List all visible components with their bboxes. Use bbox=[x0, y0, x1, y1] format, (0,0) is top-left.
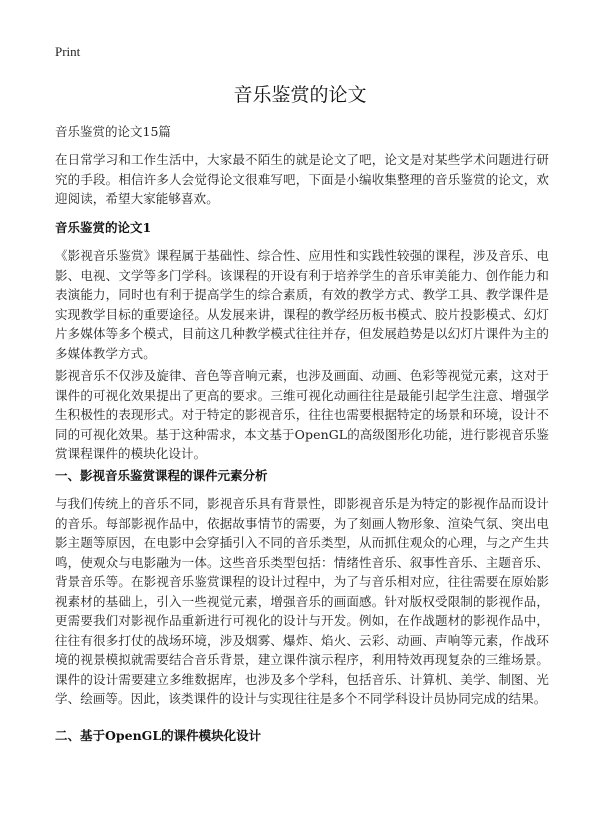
intro-paragraph: 在日常学习和工作生活中，大家最不陌生的就是论文了吧，论文是对某些学术问题进行研究的手段。相信许多人会觉得论文很难写吧，下面是小编收集整理的音乐鉴赏的论文，欢迎阅读，希望大家能够喜欢。 bbox=[55, 152, 549, 206]
section-heading-3: 二、基于OpenGL的课件模块化设计 bbox=[55, 728, 262, 743]
section2-paragraph-1: 与我们传统上的音乐不同，影视音乐具有背景性，即影视音乐是为特定的影视作品而设计的音乐。每部影视作品中，依据故事情节的需要，为了刻画人物形象、渲染气氛、突出电影主题等原因，在电影中会穿插引入不同的音乐类型，从而抓住观众的心理，与之产生共鸣，使观众与电影融为一体。这些音乐类型包括：情绪性音乐、叙事性音乐、主题音乐、背景音乐等。在影视音乐鉴赏课程的设计过程中，为了与音乐相对应，往往需要在原始影视素材的基础上，引入一些视觉元素，增强音乐的画面感。针对版权受限制的影视作品，更需要我们对影视作品重新进行可视化的设计与开发。例如，在作战题材的影视作品中，往往有很多打仗的战场环境，涉及烟雾、爆炸、焰火、云彩、动画、声响等元素，作战环境的视景模拟就需要结合音乐背景，建立课件演示程序，利用特效再现复杂的三维场景。课件的设计需要建立多维数据库，也涉及多个学科，包括音乐、计算机、美学、制图、光学、绘画等。因此，该类课件的设计与实现往往是多个不同学科设计员协同完成的结果。 bbox=[55, 496, 549, 706]
section-heading-2: 一、影视音乐鉴赏课程的课件元素分析 bbox=[55, 468, 268, 483]
section1-paragraph-1: 《影视音乐鉴赏》课程属于基础性、综合性、应用性和实践性较强的课程，涉及音乐、电影、电视、文学等多门学科。该课程的开设有利于培养学生的音乐审美能力、创作能力和表演能力，同时也有利于提高学生的综合素质，有效的教学方式、教学工具、教学课件是实现教学目标的重要途径。从发展来讲，课程的教学经历板书模式、胶片投影模式、幻灯片多媒体等多个模式，目前这几种教学模式往往并存，但发展趋势是以幻灯片课件为主的多媒体教学方式。 bbox=[55, 248, 549, 361]
print-link[interactable]: Print bbox=[55, 44, 81, 59]
section1-paragraph-2: 影视音乐不仅涉及旋律、音色等音响元素，也涉及画面、动画、色彩等视觉元素，这对于课件的可视化效果提出了更高的要求。三维可视化动画往往是最能引起学生注意、增强学生积极性的表现形式。对于特定的影视音乐，往往也需要根据特定的场景和环境，设计不同的可视化效果。基于这种需求，本文基于OpenGL的高级图形化功能，进行影视音乐鉴赏课程课件的模块化设计。 bbox=[55, 368, 549, 461]
document-subtitle: 音乐鉴赏的论文15篇 bbox=[55, 124, 171, 139]
page-title: 音乐鉴赏的论文 bbox=[233, 84, 367, 106]
section-heading-1: 音乐鉴赏的论文1 bbox=[55, 220, 152, 235]
